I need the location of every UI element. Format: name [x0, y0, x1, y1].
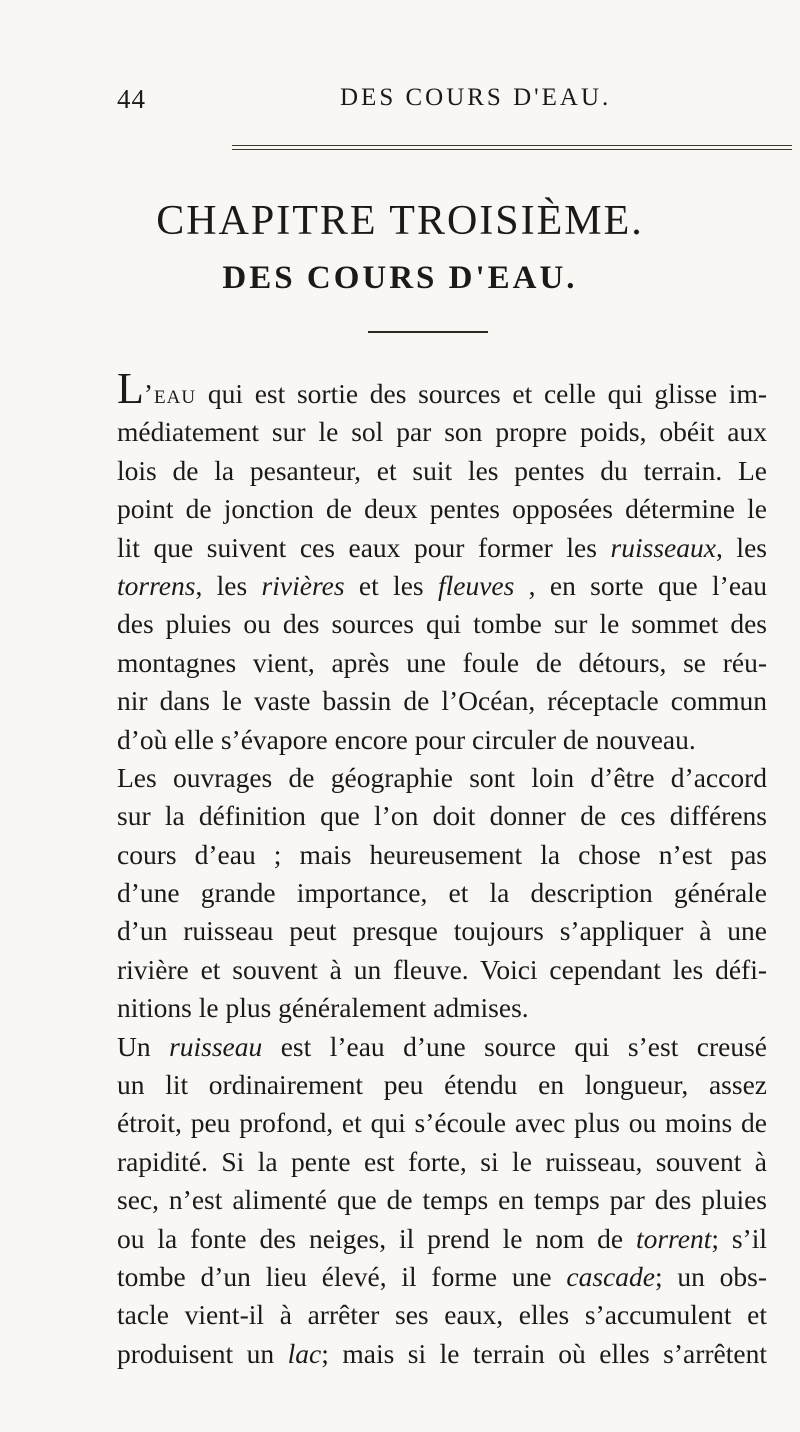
text-run: tombe d’un lieu élevé, il forme une	[117, 1260, 567, 1292]
text-run: des pluies ou des sources qui tombe sur le sommet des	[117, 608, 767, 640]
text-line	[117, 912, 767, 950]
text-line	[117, 1296, 767, 1334]
text-run: , en sorte que l’eau	[514, 569, 767, 601]
text-run: montagnes vient, après une foule de détours, se réu-	[117, 646, 767, 678]
title-rule	[368, 331, 488, 333]
text-line	[117, 1066, 767, 1104]
italic-term: ruisseaux	[610, 531, 716, 563]
text-run: , les	[195, 569, 262, 601]
text-line	[117, 1258, 767, 1296]
text-run: sec, n’est alimenté que de temps en temps par des pluies	[117, 1184, 767, 1216]
text-line	[117, 364, 767, 413]
chapter-subtitle: DES COURS D'EAU.	[222, 260, 578, 296]
text-run: ; mais si le terrain où elles s’arrêtent	[321, 1337, 767, 1369]
text-run: est l’eau d’une source qui s’est creusé	[262, 1030, 767, 1062]
body-text	[117, 364, 767, 1373]
text-line	[117, 452, 767, 490]
italic-term: rivières	[261, 569, 345, 601]
text-line	[117, 644, 767, 682]
text-run: cours d’eau ; mais heureusement la chose n’est pas	[117, 838, 767, 870]
text-line	[117, 874, 767, 912]
text-line	[117, 1104, 767, 1142]
header-rule	[232, 145, 792, 150]
page-number: 44	[117, 84, 146, 114]
text-line	[117, 490, 767, 528]
text-run: lois de la pesanteur, et suit les pentes du terrain. Le	[117, 454, 767, 486]
text-line	[117, 989, 767, 1027]
text-run: ; un obs-	[654, 1260, 767, 1292]
running-head: DES COURS D'EAU.	[340, 84, 612, 111]
text-run: Un	[117, 1030, 170, 1062]
text-run: tacle vient-il à arrêter ses eaux, elles s’accumulent et	[117, 1299, 767, 1331]
text-line	[117, 567, 767, 605]
text-run: qui est sortie des sources et celle qui glisse im-	[196, 378, 767, 409]
text-line	[117, 1143, 767, 1181]
text-run: point de jonction de deux pentes opposées détermine le	[117, 493, 767, 525]
text-run: un lit ordinairement peu étendu en longueur, assez	[117, 1069, 767, 1101]
text-run: rivière et souvent à un fleuve. Voici cependant les défi-	[117, 953, 767, 985]
text-line	[117, 529, 767, 567]
text-run: produisent un	[117, 1337, 288, 1369]
text-line	[117, 797, 767, 835]
text-line	[117, 759, 767, 797]
text-line	[117, 413, 767, 451]
text-run: d’une grande importance, et la description générale	[117, 877, 767, 909]
text-run: et les	[344, 569, 438, 601]
italic-term: ruisseau	[169, 1030, 263, 1062]
text-run: nir dans le vaste bassin de l’Océan, réceptacle commun	[117, 685, 767, 717]
italic-term: torrent	[635, 1222, 712, 1254]
text-line	[117, 1181, 767, 1219]
text-line	[117, 1335, 767, 1373]
text-line	[117, 682, 767, 720]
text-run: ’eau	[143, 378, 197, 409]
text-run: Les ouvrages de géographie sont loin d’être d’accord	[117, 761, 767, 793]
italic-term: cascade	[566, 1260, 655, 1292]
text-line	[117, 1220, 767, 1258]
text-run: rapidité. Si la pente est forte, si le ruisseau, souvent à	[117, 1145, 767, 1177]
text-line	[117, 605, 767, 643]
text-run: d’un ruisseau peut presque toujours s’appliquer à une	[117, 915, 767, 947]
text-line	[117, 1028, 767, 1066]
text-run: , les	[715, 531, 767, 563]
italic-term: lac	[287, 1337, 322, 1369]
text-run: lit que suivent ces eaux pour former les	[117, 531, 611, 563]
text-line	[117, 951, 767, 989]
text-line	[117, 836, 767, 874]
chapter-title: CHAPITRE TROISIÈME.	[156, 198, 644, 244]
drop-cap: L	[117, 364, 144, 413]
text-run: d’où elle s’évapore encore pour circuler de nouveau.	[117, 723, 696, 755]
text-run: nitions le plus généralement admises.	[117, 992, 529, 1024]
italic-term: fleuves	[437, 569, 515, 601]
text-run: ou la fonte des neiges, il prend le nom de	[117, 1222, 636, 1254]
italic-term: torrens	[117, 569, 196, 601]
page-header	[0, 84, 800, 124]
text-run: étroit, peu profond, et qui s’écoule avec plus ou moins de	[117, 1107, 767, 1139]
text-run: médiatement sur le sol par son propre poids, obéit aux	[117, 416, 767, 448]
text-run: ; s’il	[711, 1222, 767, 1254]
text-line	[117, 721, 767, 759]
text-run: sur la définition que l’on doit donner de ces différens	[117, 800, 767, 832]
